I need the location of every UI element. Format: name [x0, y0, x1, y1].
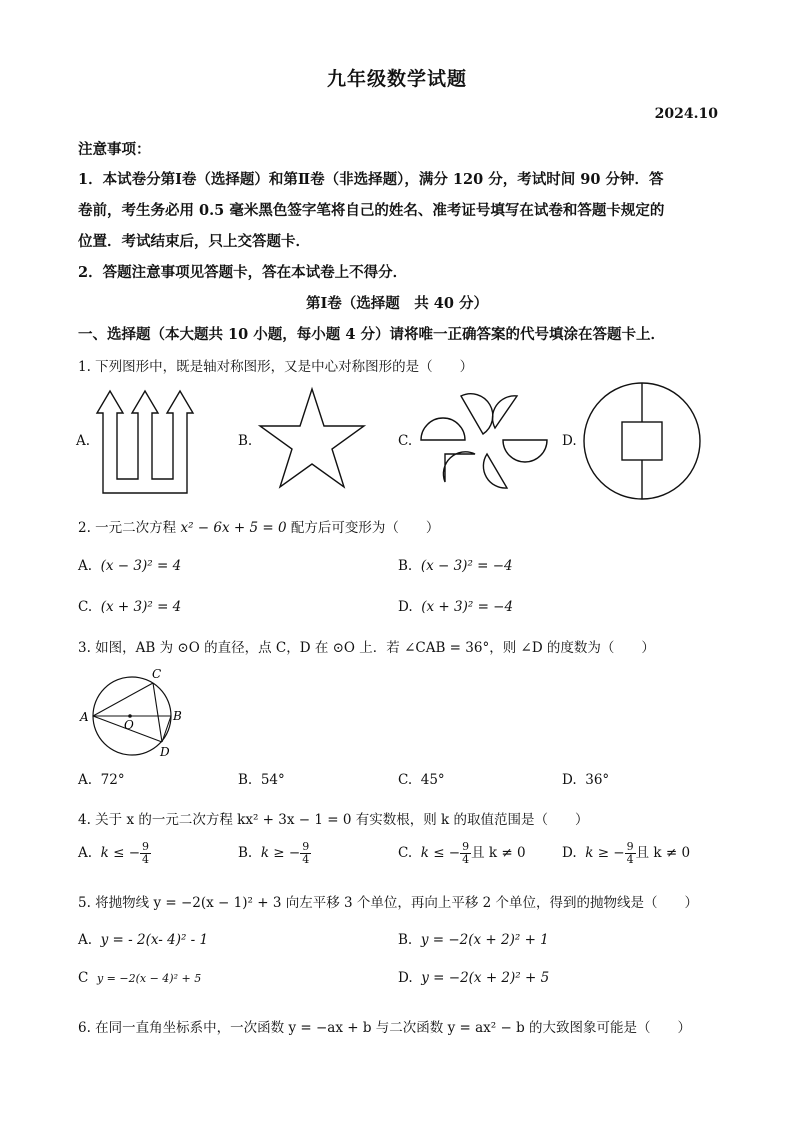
coin-figure	[580, 381, 704, 501]
q3-option-b: B. 54°	[238, 772, 285, 788]
pinwheel-figure	[415, 382, 550, 497]
section-title: 第Ⅰ卷（选择题 共 40 分）	[305, 295, 489, 312]
notice-line-1: 1．本试卷分第Ⅰ卷（选择题）和第Ⅱ卷（非选择题），满分 120 分，考试时间 90 分钟．答	[78, 171, 664, 188]
q2-option-a: A. (x − 3)² = 4	[78, 558, 182, 574]
q5-option-c: C y = −2(x − 4)² + 5	[78, 970, 202, 986]
q2-option-b: B. (x − 3)² = −4	[398, 558, 513, 574]
notice-line-4: 2．答题注意事项见答题卡，答在本试卷上不得分．	[78, 264, 408, 281]
q4-option-a: A. k ≤ − $\frac{9}{4}$	[78, 840, 150, 866]
q5-option-b: B. y = −2(x + 2)² + 1	[398, 932, 549, 948]
q5-stem: 5. 将抛物线 y = −2(x − 1)² + 3 向左平移 3 个单位，再向上平移 2 个单位，得到的抛物线是（ ）	[78, 895, 699, 911]
q2-equation: x² − 6x + 5 = 0	[180, 520, 287, 536]
trident-figure	[93, 385, 203, 500]
q2-stem	[78, 516, 439, 536]
q3-option-a: A. 72°	[78, 772, 125, 788]
notice-heading: 注意事项：	[78, 141, 151, 158]
q3-option-d: D. 36°	[562, 772, 610, 788]
point-a-label: A	[80, 710, 89, 724]
q4-option-d: D. k ≥ − $\frac{9}{4}$ 且 k ≠ 0	[562, 840, 691, 866]
star-figure	[255, 383, 370, 495]
q3-option-c: C. 45°	[398, 772, 445, 788]
q2-stem-pre: 2. 一元二次方程	[78, 520, 181, 536]
q2-option-d: D. (x + 3)² = −4	[398, 599, 514, 615]
q5-option-a: A. y = - 2(x- 4)² - 1	[78, 932, 209, 948]
point-o-label: O	[124, 718, 134, 732]
notice-line-2: 卷前，考生务必用 0.5 毫米黑色签字笔将自己的姓名、准考证号填写在试卷和答题卡规定的	[78, 202, 665, 219]
q2-stem-post: 配方后可变形为（ ）	[286, 520, 440, 536]
q1-label-a: A.	[76, 433, 91, 449]
q4-stem: 4. 关于 x 的一元二次方程 kx² + 3x − 1 = 0 有实数根，则 k 的取值范围是（ ）	[78, 812, 589, 828]
q4-option-c: C. k ≤ − $\frac{9}{4}$ 且 k ≠ 0	[398, 840, 526, 866]
q4-option-b: B. k ≥ − $\frac{9}{4}$	[238, 840, 310, 866]
circle-geometry-figure	[76, 664, 188, 760]
q3-stem: 3. 如图，AB 为 ⊙O 的直径，点 C，D 在 ⊙O 上．若 ∠CAB = 36°，则 ∠D 的度数为（ ）	[78, 640, 655, 656]
q1-label-c: C.	[398, 433, 413, 449]
q1-stem: 1. 下列图形中，既是轴对称图形，又是中心对称图形的是（ ）	[78, 359, 474, 375]
exam-date: 2024.10	[654, 106, 718, 122]
q1-label-b: B.	[238, 433, 253, 449]
point-b-label: B	[173, 709, 182, 723]
point-d-label: D	[160, 745, 170, 759]
q1-label-d: D.	[562, 433, 577, 449]
q6-stem: 6. 在同一直角坐标系中，一次函数 y = −ax + b 与二次函数 y = ax² − b 的大致图象可能是（ ）	[78, 1020, 691, 1036]
page-title: 九年级数学试题	[326, 68, 467, 90]
point-c-label: C	[152, 667, 162, 681]
q5-option-d: D. y = −2(x + 2)² + 5	[398, 970, 550, 986]
section-instruction: 一、选择题（本大题共 10 小题，每小题 4 分）请将唯一正确答案的代号填涂在答题卡上．	[78, 326, 665, 343]
q2-option-c: C. (x + 3)² = 4	[78, 599, 182, 615]
notice-line-3: 位置．考试结束后，只上交答题卡．	[78, 233, 310, 250]
